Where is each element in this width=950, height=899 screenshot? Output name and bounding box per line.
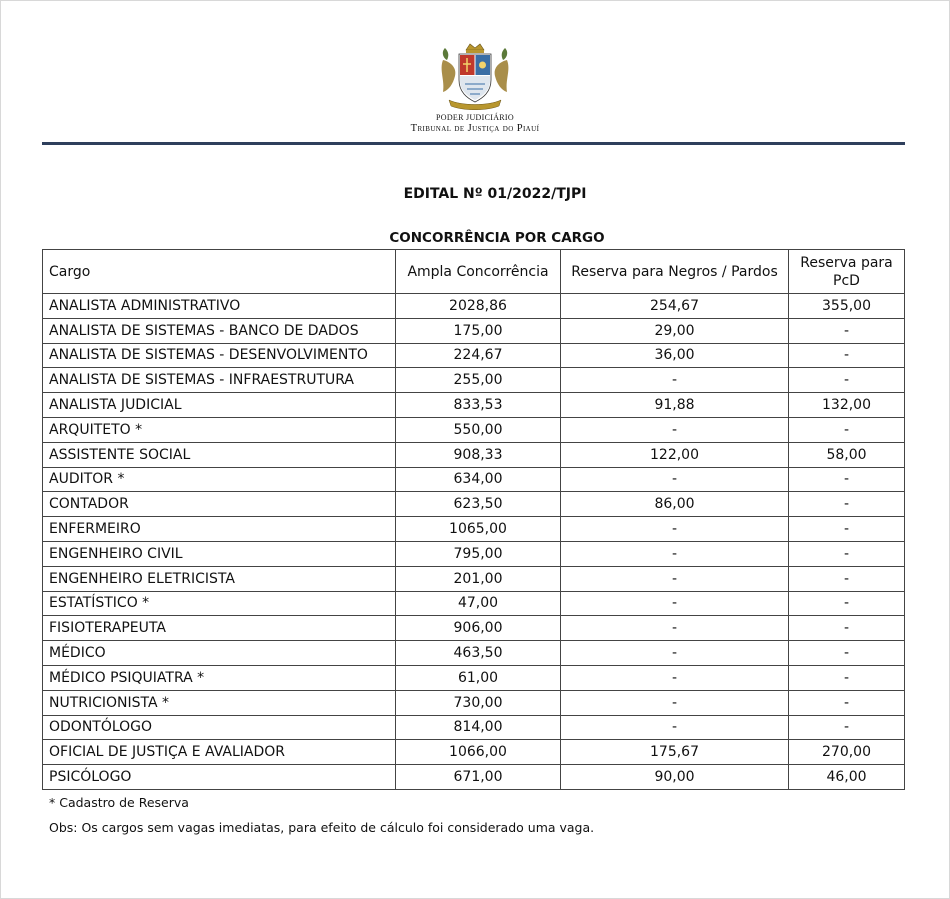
cell-cargo: ANALISTA ADMINISTRATIVO <box>43 294 396 319</box>
table-row <box>43 442 905 467</box>
cell-ampla: 814,00 <box>396 715 561 740</box>
header-reserva-negros-pardos: Reserva para Negros / Pardos <box>561 250 789 294</box>
cell-cargo: ANALISTA JUDICIAL <box>43 393 396 418</box>
cell-cargo: ODONTÓLOGO <box>43 715 396 740</box>
cell-ampla: 1066,00 <box>396 740 561 765</box>
cell-pcd: 355,00 <box>789 294 905 319</box>
table-row <box>43 715 905 740</box>
cell-negros-pardos: 254,67 <box>561 294 789 319</box>
cell-cargo: MÉDICO PSIQUIATRA * <box>43 665 396 690</box>
coat-of-arms-icon <box>435 40 515 112</box>
cell-ampla: 550,00 <box>396 417 561 442</box>
cell-ampla: 255,00 <box>396 368 561 393</box>
cell-ampla: 833,53 <box>396 393 561 418</box>
cell-negros-pardos: - <box>561 368 789 393</box>
cell-cargo: ENGENHEIRO CIVIL <box>43 541 396 566</box>
cell-negros-pardos: 175,67 <box>561 740 789 765</box>
cell-cargo: ASSISTENTE SOCIAL <box>43 442 396 467</box>
table-header-row <box>43 250 905 294</box>
cell-negros-pardos: - <box>561 616 789 641</box>
cell-ampla: 2028,86 <box>396 294 561 319</box>
footnote-reserve: * Cadastro de Reserva <box>49 795 189 810</box>
cell-negros-pardos: 122,00 <box>561 442 789 467</box>
cell-cargo: ANALISTA DE SISTEMAS - BANCO DE DADOS <box>43 318 396 343</box>
table-row <box>43 318 905 343</box>
header-institution-line: PODER JUDICIÁRIO <box>436 113 514 122</box>
header-court-name: Tribunal de Justiça do Piauí <box>410 123 540 134</box>
table-row <box>43 467 905 492</box>
cell-negros-pardos: - <box>561 641 789 666</box>
cell-pcd: 58,00 <box>789 442 905 467</box>
cell-ampla: 201,00 <box>396 566 561 591</box>
table-row <box>43 616 905 641</box>
cell-pcd: - <box>789 368 905 393</box>
header-cargo: Cargo <box>43 250 396 294</box>
cell-pcd: - <box>789 541 905 566</box>
cell-cargo: ENFERMEIRO <box>43 517 396 542</box>
cell-cargo: FISIOTERAPEUTA <box>43 616 396 641</box>
cell-pcd: - <box>789 715 905 740</box>
vacancy-table <box>42 249 905 790</box>
cell-pcd: - <box>789 318 905 343</box>
cell-pcd: - <box>789 616 905 641</box>
cell-negros-pardos: 29,00 <box>561 318 789 343</box>
cell-cargo: ANALISTA DE SISTEMAS - DESENVOLVIMENTO <box>43 343 396 368</box>
cell-cargo: CONTADOR <box>43 492 396 517</box>
cell-cargo: ANALISTA DE SISTEMAS - INFRAESTRUTURA <box>43 368 396 393</box>
table-row <box>43 641 905 666</box>
cell-negros-pardos: 90,00 <box>561 765 789 790</box>
table-row <box>43 343 905 368</box>
cell-ampla: 623,50 <box>396 492 561 517</box>
cell-pcd: 132,00 <box>789 393 905 418</box>
cell-pcd: - <box>789 566 905 591</box>
cell-negros-pardos: - <box>561 417 789 442</box>
cell-pcd: - <box>789 417 905 442</box>
cell-ampla: 175,00 <box>396 318 561 343</box>
table-row <box>43 591 905 616</box>
table-row <box>43 417 905 442</box>
cell-negros-pardos: - <box>561 541 789 566</box>
table-row <box>43 740 905 765</box>
table-row <box>43 665 905 690</box>
cell-ampla: 61,00 <box>396 665 561 690</box>
cell-cargo: OFICIAL DE JUSTIÇA E AVALIADOR <box>43 740 396 765</box>
cell-negros-pardos: - <box>561 665 789 690</box>
header-ampla-concorrencia: Ampla Concorrência <box>396 250 561 294</box>
cell-pcd: 270,00 <box>789 740 905 765</box>
cell-cargo: AUDITOR * <box>43 467 396 492</box>
cell-cargo: ENGENHEIRO ELETRICISTA <box>43 566 396 591</box>
cell-negros-pardos: - <box>561 591 789 616</box>
cell-cargo: ESTATÍSTICO * <box>43 591 396 616</box>
footnote-obs: Obs: Os cargos sem vagas imediatas, para efeito de cálculo foi considerado uma vaga. <box>49 820 595 835</box>
cell-pcd: - <box>789 591 905 616</box>
header-reserva-pcd: Reserva para PcD <box>789 250 905 294</box>
cell-negros-pardos: - <box>561 690 789 715</box>
cell-negros-pardos: - <box>561 566 789 591</box>
table-row <box>43 690 905 715</box>
table-row <box>43 368 905 393</box>
cell-cargo: MÉDICO <box>43 641 396 666</box>
header-divider <box>42 142 905 145</box>
cell-ampla: 463,50 <box>396 641 561 666</box>
cell-ampla: 671,00 <box>396 765 561 790</box>
cell-ampla: 224,67 <box>396 343 561 368</box>
cell-pcd: - <box>789 665 905 690</box>
cell-ampla: 1065,00 <box>396 517 561 542</box>
cell-ampla: 908,33 <box>396 442 561 467</box>
table-row <box>43 566 905 591</box>
cell-pcd: 46,00 <box>789 765 905 790</box>
table-row <box>43 765 905 790</box>
cell-cargo: ARQUITETO * <box>43 417 396 442</box>
cell-negros-pardos: 86,00 <box>561 492 789 517</box>
cell-pcd: - <box>789 517 905 542</box>
cell-ampla: 730,00 <box>396 690 561 715</box>
cell-ampla: 47,00 <box>396 591 561 616</box>
cell-cargo: PSICÓLOGO <box>43 765 396 790</box>
cell-pcd: - <box>789 467 905 492</box>
cell-ampla: 634,00 <box>396 467 561 492</box>
document-title: EDITAL Nº 01/2022/TJPI <box>403 186 587 202</box>
table-row <box>43 393 905 418</box>
table-row <box>43 541 905 566</box>
cell-pcd: - <box>789 690 905 715</box>
table-row <box>43 294 905 319</box>
letterhead <box>0 40 950 135</box>
cell-cargo: NUTRICIONISTA * <box>43 690 396 715</box>
cell-negros-pardos: - <box>561 715 789 740</box>
cell-negros-pardos: - <box>561 467 789 492</box>
cell-ampla: 795,00 <box>396 541 561 566</box>
cell-negros-pardos: 36,00 <box>561 343 789 368</box>
table-row <box>43 517 905 542</box>
cell-negros-pardos: - <box>561 517 789 542</box>
table-title: CONCORRÊNCIA POR CARGO <box>389 230 605 246</box>
cell-pcd: - <box>789 343 905 368</box>
cell-pcd: - <box>789 492 905 517</box>
cell-pcd: - <box>789 641 905 666</box>
cell-ampla: 906,00 <box>396 616 561 641</box>
table-row <box>43 492 905 517</box>
cell-negros-pardos: 91,88 <box>561 393 789 418</box>
